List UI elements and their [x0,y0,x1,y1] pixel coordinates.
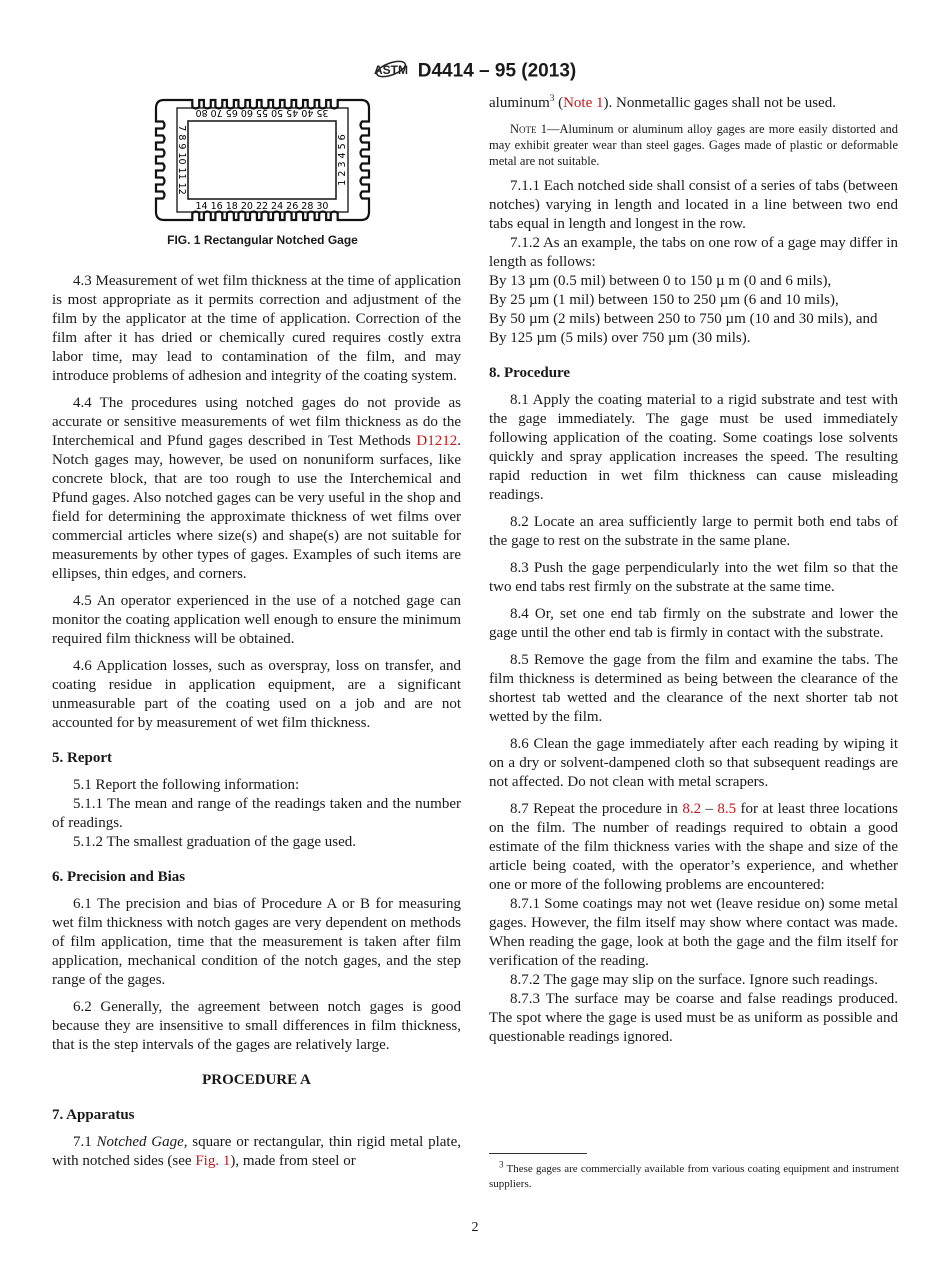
list-line [489,272,898,291]
text: 6.2 Generally, the agreement between notch gages is good because they are insensitive to small differences in film thickness, that is the step intervals of the gages are relatively large. [52,999,461,1053]
text: 5.1.2 The smallest graduation of the gage used. [73,834,356,850]
text: – [701,801,718,817]
paragraph [489,177,898,234]
left-scale-labels: 7 8 9 10 11 12 [176,125,187,195]
gage-window [188,121,336,199]
text: 8.7.3 The surface may be coarse and false readings produced. The spot where the gage is used must be as uniform as possible and questionable readings ignored. [489,991,898,1045]
paragraph [489,895,898,971]
text: By 50 µm (2 mils) between 250 to 750 µm (10 and 30 mils), and [489,311,878,327]
footnote-text: These gages are commercially available from various coating equipment and instrument suppliers. [489,1163,899,1190]
footnote-divider [489,1153,587,1154]
text: 5. Report [52,750,112,766]
text: 8.6 Clean the gage immediately after each reading by wiping it on a dry or solvent-dampened cloth so that subsequent readings are not affected. Do not clean with metal scrapers. [489,736,898,790]
paragraph [489,234,898,272]
text: 5.1.1 The mean and range of the readings taken and the number of readings. [52,796,461,831]
page-header [0,56,950,87]
text: By 25 µm (1 mil) between 150 to 250 µm (6 and 10 mils), [489,292,839,308]
paragraph [52,795,461,833]
cross-reference-link[interactable]: Note 1 [563,95,604,111]
text: 7.1 [73,1134,97,1150]
text: 7.1.2 As an example, the tabs on one row of a gage may differ in length as follows: [489,235,898,270]
list-line [489,329,898,348]
gage-inner-border [177,108,348,212]
text: ). Nonmetallic gages shall not be used. [603,95,836,111]
cross-reference-link[interactable]: 8.5 [717,801,737,817]
text: 4.5 An operator experienced in the use of a notched gage can monitor the coating application well enough to ensure the minimum required film thickness will be obtained. [52,593,461,647]
paragraph [52,833,461,852]
paragraph [52,272,461,386]
paragraph [489,971,898,990]
text: . Notch gages may, however, be used on nonuniform surfaces, like concrete block, that are too rough to use the Interchemical and Pfund gages. Also notched gages can be very useful in the shop and field for determining the approximate thickness of wet films over commercial articles where size(s) and shape(s) are not suitable for measurements by other types of gages. Examples of such items are ellipses, thin edges, and corners. [52,433,461,582]
paragraph [52,998,461,1055]
figure-caption: FIG. 1 Rectangular Notched Gage [167,233,358,247]
cross-reference-link[interactable]: 8.2 [682,801,702,817]
section-heading [489,364,898,383]
text: 4.3 Measurement of wet film thickness at the time of application is most appropriate as it permits correction and adjustment of the film by the applicator at the time of application. Correction of the film after it has dried or chemically cured requires costly extra labor time, may lead to contamination of the film, and may introduce problems of adhesion and integrity of the coating system. [52,273,461,384]
cross-reference-link[interactable]: D1212 [416,433,458,449]
section-heading [52,749,461,768]
text: 6.1 The precision and bias of Procedure A or B for measuring wet film thickness with notch gages are very dependent on methods of film application, time that the measurement is taken after film application, mechanical condition of the notch gages, and the step range of the gages. [52,896,461,988]
term: Notched Gage, [96,1134,188,1150]
paragraph [52,1133,461,1171]
text: square or rectangular, thin rigid metal plate, with notched sides (see [52,1134,461,1169]
paragraph [489,800,898,895]
text: 4.6 Application losses, such as overspray, loss on transfer, and coating residue in application equipment, are a significant unmeasurable part of the coating used on a job and are not accounted for by measurement of wet film thickness. [52,658,461,731]
text: ), made from steel or [230,1153,356,1169]
paragraph [52,657,461,733]
footnote-mark: 3 [499,1159,504,1170]
footnote [489,1159,899,1192]
text: By 13 µm (0.5 mil) between 0 to 150 µ m (0 and 6 mils), [489,273,832,289]
paragraph [52,776,461,795]
text: for at least three locations on the film. The number of readings required to obtain a good estimate of the film thickness varies with the shape and size of the article being coated, with the operator’s experience, and whether one or more of the following problems are encountered: [489,801,899,893]
text: 8.7.2 The gage may slip on the surface. Ignore such readings. [510,972,878,988]
paragraph [52,592,461,649]
list-line [489,310,898,329]
cross-reference-link[interactable]: Fig. 1 [195,1153,231,1169]
text: 8.5 Remove the gage from the film and examine the tabs. The film thickness is determined as being between the clearance of the shortest tab wetted and the clearance of the next shorter tab not wetted by the film. [489,652,898,725]
top-scale-labels: 35 40 45 50 55 60 65 70 80 [195,107,329,118]
paragraph [489,651,898,727]
text: 1—Aluminum or aluminum alloy gages are more easily distorted and may exhibit greater wear than steel gages. Gages made of plastic or deformable metal are not suitable. [489,122,898,168]
text: By 125 µm (5 mils) over 750 µm (30 mils). [489,330,751,346]
text: 7. Apparatus [52,1107,135,1123]
note [489,121,898,169]
list-line [489,291,898,310]
bottom-scale-labels: 14 16 18 20 22 24 26 28 30 [195,201,329,212]
text: PROCEDURE A [202,1072,311,1088]
paragraph [489,513,898,551]
text: 8.7.1 Some coatings may not wet (leave residue on) some metal gages. However, the film itself may show where contact was made. When reading the gage, look at both the gage and the film itself for verification of the reading. [489,896,898,969]
paragraph [489,559,898,597]
text: 8.3 Push the gage perpendicularly into the wet film so that the two end tabs rest firmly on the substrate at the same time. [489,560,898,595]
paragraph [489,990,898,1047]
footnote-ref: 3 [549,93,555,103]
text: 7.1.1 Each notched side shall consist of a series of tabs (between notches) varying in length and located in a line between two end tabs equal in length and longest in the row. [489,178,898,232]
paragraph [52,895,461,990]
right-scale-labels: 1 2 3 4 5 6 [337,134,348,186]
paragraph [489,735,898,792]
notched-gage-diagram [150,96,375,224]
text: 8.1 Apply the coating material to a rigid substrate and test with the gage immediately. The gage must be used immediately following application of the coating. Some coatings lose solvents quickly and spray application increases the speed. The resulting rapid reduction in wet film thickness can cause misleading readings. [489,392,898,503]
paragraph [489,605,898,643]
text: 8.4 Or, set one end tab firmly on the substrate and lower the gage until the other end tab is firmly in contact with the substrate. [489,606,898,641]
text: 6. Precision and Bias [52,869,186,885]
figure-1 [150,96,375,247]
right-column [489,94,898,1047]
section-heading [52,868,461,887]
left-column [52,272,461,1179]
svg-text:ASTM: ASTM [373,63,408,77]
text: 8.2 Locate an area sufficiently large to permit both end tabs of the gage to rest on the substrate in the same plane. [489,514,898,549]
paragraph [489,94,898,113]
text: 8.7 Repeat the procedure in [510,801,683,817]
section-heading [52,1106,461,1125]
text: 4.4 The procedures using notched gages do not provide as accurate or sensitive measurements of wet film thickness as do the Interchemical and Pfund gages described in Test Methods [52,395,461,449]
paragraph [489,391,898,505]
paragraph [52,394,461,584]
text: 8. Procedure [489,365,571,381]
text: 5.1 Report the following information: [73,777,300,793]
text: aluminum [489,95,550,111]
document-designation: D4414 – 95 (2013) [417,60,577,82]
page-number: 2 [471,1220,479,1235]
procedure-heading [52,1071,461,1090]
text: ( [554,95,564,111]
note-label: Note [510,122,537,136]
astm-logo-icon [374,56,408,87]
